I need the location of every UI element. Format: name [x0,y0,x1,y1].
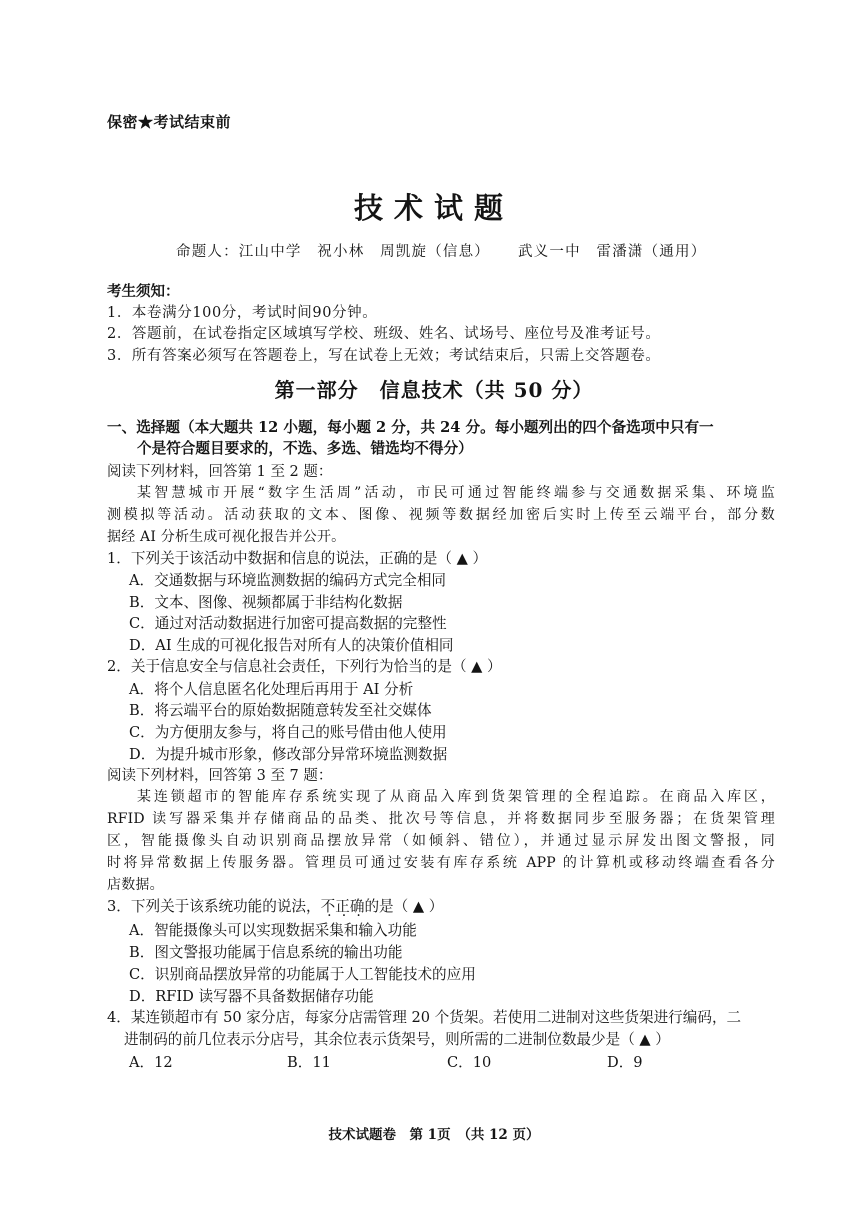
material-paragraph-line: 区，智能摄像头自动识别商品摆放异常（如倾斜、错位），并通过显示屏发出图文警报，同 [107,833,775,849]
question-3-option-d: D．RFID 读写器不具备数据储存功能 [129,988,374,1005]
question-3-stem [107,895,443,916]
question-2-stem: 2．关于信息安全与信息社会责任，下列行为恰当的是（ ▲ ） [107,658,502,675]
notice-item: 2．答题前，在试卷指定区域填写学校、班级、姓名、试场号、座位号及准考证号。 [107,326,661,342]
notice-heading: 考生须知： [107,283,180,300]
material-paragraph-line: 时将异常数据上传服务器。管理员可通过安装有库存系统 APP 的计算机或移动终端查看各分 [107,855,775,871]
material-intro: 阅读下列材料，回答第 3 至 7 题： [107,768,333,784]
authors-general-tech: 武义一中 雷潘潇（通用） [518,244,707,260]
material-paragraph-line: 某智慧城市开展“数字生活周”活动，市民可通过智能终端参与交通数据采集、环境监 [137,485,775,501]
material-paragraph-line: 某连锁超市的智能库存系统实现了从商品入库到货架管理的全程追踪。在商品入库区， [137,789,775,805]
emphasis-char: 正 [335,898,350,915]
question-3-option-a: A．智能摄像头可以实现数据采集和输入功能 [129,922,417,939]
section-heading-cont: 个是符合题目要求的，不选、多选、错选均不得分） [137,440,473,457]
material-paragraph-line: 据经 AI 分析生成可视化报告并公开。 [107,529,346,545]
question-4-option-d: D．9 [607,1054,643,1071]
part-one-title: 第一部分 信息技术（共 50 分） [274,378,594,402]
question-3-option-c: C．识别商品摆放异常的功能属于人工智能技术的应用 [129,966,476,983]
material-paragraph-line: 店数据。 [107,877,164,893]
section-heading: 一、选择题（本大题共 12 小题，每小题 2 分，共 24 分。每小题列出的四个备选项中只有一 [107,419,714,436]
question-4-option-a: A．12 [129,1054,173,1071]
question-2-option-a: A．将个人信息匿名化处理后再用于 AI 分析 [129,681,414,698]
authors-line [176,240,706,261]
question-1-stem: 1．下列关于该活动中数据和信息的说法，正确的是（ ▲ ） [107,550,488,567]
material-paragraph-line: 测模拟等活动。活动获取的文本、图像、视频等数据经加密后实时上传至云端平台，部分数 [107,507,775,523]
emphasis-char: 确 [349,898,365,915]
question-4-option-b: B．11 [287,1054,331,1071]
question-4-stem: 4．某连锁超市有 50 家分店，每家分店需管理 20 个货架。若使用二进制对这些货架进行编码，二 [107,1009,742,1026]
question-1-option-b: B．文本、图像、视频都属于非结构化数据 [129,594,403,611]
material-paragraph-line: RFID 读写器采集并存储商品的品类、批次号等信息，并将数据同步至服务器；在货架管理 [107,811,775,827]
page-footer: 技术试题卷 第 1页 （共 12 页） [328,1127,540,1143]
confidential-label: 保密★考试结束前 [107,113,232,131]
question-4-option-c: C．10 [447,1054,492,1071]
question-2-option-b: B．将云端平台的原始数据随意转发至社交媒体 [129,702,432,719]
material-intro: 阅读下列材料，回答第 1 至 2 题： [107,464,333,480]
question-3-emphasis [321,898,365,915]
question-1-option-d: D．AI 生成的可视化报告对所有人的决策价值相同 [129,637,454,654]
authors-info-tech: 命题人：江山中学 祝小林 周凯旋（信息） [176,244,490,260]
question-3-option-b: B．图文警报功能属于信息系统的输出功能 [129,944,403,961]
emphasis-char: 不 [320,898,336,915]
notice-item: 3．所有答案必须写在答题卷上，写在试卷上无效；考试结束后，只需上交答题卷。 [107,348,661,364]
notice-item: 1．本卷满分100分，考试时间90分钟。 [107,305,378,321]
page-title: 技术试题 [353,191,514,225]
question-3-stem-post: 的是（ ▲ ） [364,898,444,915]
question-3-stem-pre: 3．下列关于该系统功能的说法， [107,898,321,915]
question-1-option-a: A．交通数据与环境监测数据的编码方式完全相同 [129,572,447,589]
question-2-option-d: D．为提升城市形象，修改部分异常环境监测数据 [129,746,448,763]
question-1-option-c: C．通过对活动数据进行加密可提高数据的完整性 [129,615,447,632]
question-2-option-c: C．为方便朋友参与，将自己的账号借由他人使用 [129,724,447,741]
question-4-stem-cont: 进制码的前几位表示分店号，其余位表示货架号，则所需的二进制位数最少是（ ▲ ） [124,1031,670,1048]
